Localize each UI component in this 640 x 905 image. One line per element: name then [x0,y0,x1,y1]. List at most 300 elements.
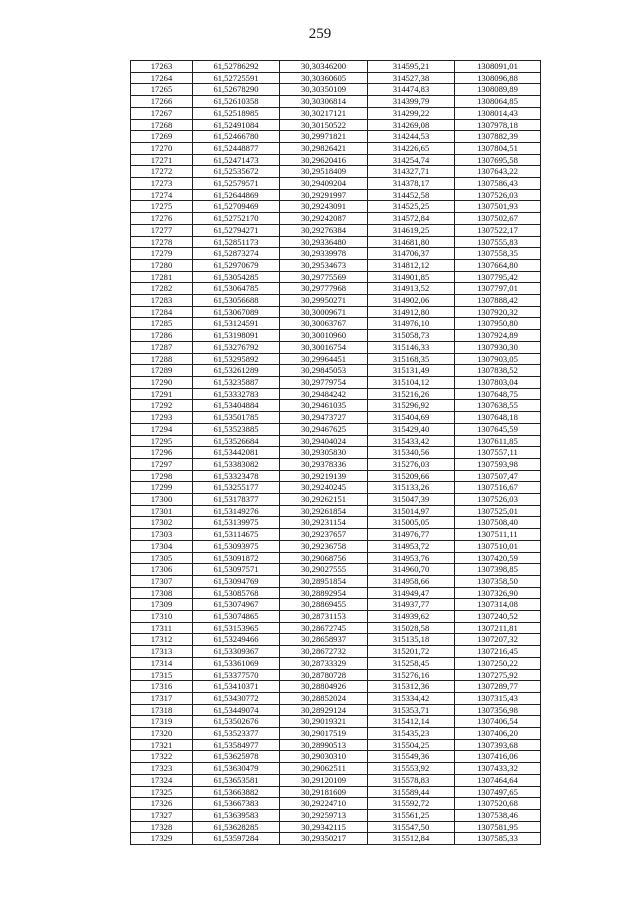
y-coordinate-cell: 1307398,85 [455,564,541,576]
latitude-cell: 61,53261289 [193,365,280,377]
x-coordinate-cell: 314901,85 [368,271,455,283]
longitude-cell: 30,29224710 [280,798,368,810]
table-row [131,248,541,260]
x-coordinate-cell: 315512,84 [368,833,455,845]
latitude-cell: 61,53295892 [193,353,280,365]
y-coordinate-cell: 1307501,93 [455,201,541,213]
longitude-cell: 30,29620416 [280,154,368,166]
longitude-cell: 30,29950271 [280,295,368,307]
longitude-cell: 30,28990513 [280,739,368,751]
table-row [131,529,541,541]
latitude-cell: 61,53064785 [193,283,280,295]
point-number-cell: 17265 [131,84,193,96]
point-number-cell: 17306 [131,564,193,576]
y-coordinate-cell: 1307643,22 [455,166,541,178]
longitude-cell: 30,29342115 [280,821,368,833]
table-row [131,810,541,822]
y-coordinate-cell: 1307520,68 [455,798,541,810]
x-coordinate-cell: 314399,79 [368,96,455,108]
point-number-cell: 17287 [131,341,193,353]
longitude-cell: 30,29845053 [280,365,368,377]
table-row [131,751,541,763]
x-coordinate-cell: 315549,36 [368,751,455,763]
y-coordinate-cell: 1307497,65 [455,786,541,798]
x-coordinate-cell: 314912,80 [368,306,455,318]
latitude-cell: 61,53526684 [193,435,280,447]
latitude-cell: 61,53255177 [193,482,280,494]
x-coordinate-cell: 315561,25 [368,810,455,822]
longitude-cell: 30,29181609 [280,786,368,798]
longitude-cell: 30,28804926 [280,681,368,693]
point-number-cell: 17277 [131,224,193,236]
point-number-cell: 17325 [131,786,193,798]
table-row [131,447,541,459]
table-row [131,634,541,646]
longitude-cell: 30,30217121 [280,107,368,119]
longitude-cell: 30,29971821 [280,131,368,143]
point-number-cell: 17318 [131,704,193,716]
table-row [131,283,541,295]
point-number-cell: 17316 [131,681,193,693]
latitude-cell: 61,53097571 [193,564,280,576]
y-coordinate-cell: 1307315,43 [455,692,541,704]
latitude-cell: 61,52535672 [193,166,280,178]
point-number-cell: 17272 [131,166,193,178]
latitude-cell: 61,52851173 [193,236,280,248]
y-coordinate-cell: 1307538,46 [455,810,541,822]
point-number-cell: 17275 [131,201,193,213]
x-coordinate-cell: 315312,36 [368,681,455,693]
y-coordinate-cell: 1307920,32 [455,306,541,318]
point-number-cell: 17322 [131,751,193,763]
y-coordinate-cell: 1307581,95 [455,821,541,833]
longitude-cell: 30,29826421 [280,142,368,154]
x-coordinate-cell: 315404,69 [368,412,455,424]
y-coordinate-cell: 1307326,90 [455,587,541,599]
longitude-cell: 30,29291997 [280,189,368,201]
y-coordinate-cell: 1307638,55 [455,400,541,412]
x-coordinate-cell: 314902,06 [368,295,455,307]
longitude-cell: 30,29242087 [280,213,368,225]
point-number-cell: 17286 [131,330,193,342]
longitude-cell: 30,28852024 [280,692,368,704]
point-number-cell: 17305 [131,552,193,564]
latitude-cell: 61,52579571 [193,178,280,190]
longitude-cell: 30,29062511 [280,763,368,775]
longitude-cell: 30,29484242 [280,388,368,400]
latitude-cell: 61,53309367 [193,646,280,658]
table-row [131,821,541,833]
latitude-cell: 61,52752170 [193,213,280,225]
point-number-cell: 17268 [131,119,193,131]
point-number-cell: 17308 [131,587,193,599]
longitude-cell: 30,29237657 [280,529,368,541]
x-coordinate-cell: 315209,66 [368,470,455,482]
table-row [131,84,541,96]
x-coordinate-cell: 314244,53 [368,131,455,143]
table-row [131,798,541,810]
latitude-cell: 61,53198091 [193,330,280,342]
longitude-cell: 30,30010960 [280,330,368,342]
longitude-cell: 30,28672732 [280,646,368,658]
longitude-cell: 30,29518409 [280,166,368,178]
x-coordinate-cell: 315553,92 [368,763,455,775]
y-coordinate-cell: 1307433,32 [455,763,541,775]
point-number-cell: 17300 [131,494,193,506]
x-coordinate-cell: 315504,25 [368,739,455,751]
longitude-cell: 30,28658937 [280,634,368,646]
longitude-cell: 30,29775569 [280,271,368,283]
table-row [131,739,541,751]
table-row [131,587,541,599]
x-coordinate-cell: 314572,84 [368,213,455,225]
point-number-cell: 17283 [131,295,193,307]
x-coordinate-cell: 315578,83 [368,774,455,786]
latitude-cell: 61,53502676 [193,716,280,728]
table-row [131,423,541,435]
table-row [131,622,541,634]
x-coordinate-cell: 315201,72 [368,646,455,658]
table-row [131,178,541,190]
point-number-cell: 17291 [131,388,193,400]
y-coordinate-cell: 1308091,01 [455,61,541,73]
longitude-cell: 30,28731153 [280,611,368,623]
y-coordinate-cell: 1308096,88 [455,72,541,84]
x-coordinate-cell: 315104,12 [368,376,455,388]
y-coordinate-cell: 1307507,47 [455,470,541,482]
longitude-cell: 30,29262151 [280,494,368,506]
point-number-cell: 17281 [131,271,193,283]
y-coordinate-cell: 1307888,42 [455,295,541,307]
y-coordinate-cell: 1307882,39 [455,131,541,143]
point-number-cell: 17299 [131,482,193,494]
x-coordinate-cell: 315296,92 [368,400,455,412]
longitude-cell: 30,28929124 [280,704,368,716]
latitude-cell: 61,52466780 [193,131,280,143]
x-coordinate-cell: 314269,08 [368,119,455,131]
table-row [131,271,541,283]
x-coordinate-cell: 314960,70 [368,564,455,576]
latitude-cell: 61,53501785 [193,412,280,424]
table-row [131,365,541,377]
table-row [131,552,541,564]
y-coordinate-cell: 1307838,52 [455,365,541,377]
latitude-cell: 61,53085768 [193,587,280,599]
y-coordinate-cell: 1307664,80 [455,259,541,271]
x-coordinate-cell: 314254,74 [368,154,455,166]
table-row [131,728,541,740]
point-number-cell: 17288 [131,353,193,365]
latitude-cell: 61,53383082 [193,458,280,470]
point-number-cell: 17311 [131,622,193,634]
table-row [131,657,541,669]
point-number-cell: 17278 [131,236,193,248]
x-coordinate-cell: 314958,66 [368,575,455,587]
latitude-cell: 61,53332783 [193,388,280,400]
y-coordinate-cell: 1307978,18 [455,119,541,131]
point-number-cell: 17296 [131,447,193,459]
y-coordinate-cell: 1307586,43 [455,178,541,190]
table-row [131,61,541,73]
latitude-cell: 61,53114675 [193,529,280,541]
point-number-cell: 17267 [131,107,193,119]
longitude-cell: 30,28892954 [280,587,368,599]
table-row [131,259,541,271]
table-row [131,119,541,131]
longitude-cell: 30,29378336 [280,458,368,470]
y-coordinate-cell: 1307240,52 [455,611,541,623]
x-coordinate-cell: 315547,50 [368,821,455,833]
latitude-cell: 61,53276792 [193,341,280,353]
x-coordinate-cell: 314474,83 [368,84,455,96]
y-coordinate-cell: 1307593,98 [455,458,541,470]
point-number-cell: 17324 [131,774,193,786]
longitude-cell: 30,29305830 [280,447,368,459]
point-number-cell: 17329 [131,833,193,845]
longitude-cell: 30,29261854 [280,505,368,517]
table-row [131,400,541,412]
page-number: 259 [308,26,332,42]
latitude-cell: 61,53430772 [193,692,280,704]
longitude-cell: 30,29240245 [280,482,368,494]
table-row [131,318,541,330]
x-coordinate-cell: 315340,56 [368,447,455,459]
longitude-cell: 30,30016754 [280,341,368,353]
point-number-cell: 17321 [131,739,193,751]
point-number-cell: 17279 [131,248,193,260]
table-row [131,564,541,576]
table-row [131,353,541,365]
longitude-cell: 30,29219139 [280,470,368,482]
y-coordinate-cell: 1308014,43 [455,107,541,119]
table-row [131,189,541,201]
longitude-cell: 30,29243091 [280,201,368,213]
point-number-cell: 17273 [131,178,193,190]
y-coordinate-cell: 1307526,03 [455,189,541,201]
longitude-cell: 30,29027555 [280,564,368,576]
point-number-cell: 17307 [131,575,193,587]
point-number-cell: 17309 [131,599,193,611]
y-coordinate-cell: 1307526,03 [455,494,541,506]
point-number-cell: 17292 [131,400,193,412]
latitude-cell: 61,52709469 [193,201,280,213]
y-coordinate-cell: 1307502,67 [455,213,541,225]
latitude-cell: 61,53054285 [193,271,280,283]
x-coordinate-cell: 314976,10 [368,318,455,330]
latitude-cell: 61,53628285 [193,821,280,833]
latitude-cell: 61,53178377 [193,494,280,506]
coordinates-table [130,60,541,845]
latitude-cell: 61,53410371 [193,681,280,693]
y-coordinate-cell: 1307356,98 [455,704,541,716]
latitude-cell: 61,53663882 [193,786,280,798]
longitude-cell: 30,30306814 [280,96,368,108]
y-coordinate-cell: 1307275,92 [455,669,541,681]
table-row [131,295,541,307]
y-coordinate-cell: 1307314,08 [455,599,541,611]
point-number-cell: 17284 [131,306,193,318]
table-row [131,142,541,154]
longitude-cell: 30,29259713 [280,810,368,822]
latitude-cell: 61,53149276 [193,505,280,517]
table-row [131,763,541,775]
x-coordinate-cell: 314681,80 [368,236,455,248]
table-row [131,201,541,213]
x-coordinate-cell: 314527,38 [368,72,455,84]
table-row [131,236,541,248]
longitude-cell: 30,28951854 [280,575,368,587]
y-coordinate-cell: 1307924,89 [455,330,541,342]
y-coordinate-cell: 1307804,51 [455,142,541,154]
longitude-cell: 30,29350217 [280,833,368,845]
longitude-cell: 30,29068756 [280,552,368,564]
longitude-cell: 30,30063767 [280,318,368,330]
point-number-cell: 17319 [131,716,193,728]
point-number-cell: 17263 [131,61,193,73]
y-coordinate-cell: 1307207,32 [455,634,541,646]
longitude-cell: 30,29404024 [280,435,368,447]
longitude-cell: 30,30346200 [280,61,368,73]
table-row [131,704,541,716]
latitude-cell: 61,53249466 [193,634,280,646]
latitude-cell: 61,52794271 [193,224,280,236]
longitude-cell: 30,29339978 [280,248,368,260]
latitude-cell: 61,52970679 [193,259,280,271]
x-coordinate-cell: 314913,52 [368,283,455,295]
latitude-cell: 61,52610358 [193,96,280,108]
point-number-cell: 17327 [131,810,193,822]
point-number-cell: 17323 [131,763,193,775]
point-number-cell: 17270 [131,142,193,154]
table-row [131,681,541,693]
latitude-cell: 61,53523885 [193,423,280,435]
x-coordinate-cell: 314937,77 [368,599,455,611]
coordinates-table-body [131,61,541,845]
latitude-cell: 61,53667383 [193,798,280,810]
y-coordinate-cell: 1307406,20 [455,728,541,740]
y-coordinate-cell: 1308089,89 [455,84,541,96]
point-number-cell: 17280 [131,259,193,271]
x-coordinate-cell: 315168,35 [368,353,455,365]
table-row [131,575,541,587]
x-coordinate-cell: 315353,71 [368,704,455,716]
x-coordinate-cell: 314812,12 [368,259,455,271]
x-coordinate-cell: 315429,40 [368,423,455,435]
y-coordinate-cell: 1307648,75 [455,388,541,400]
latitude-cell: 61,53139975 [193,517,280,529]
point-number-cell: 17294 [131,423,193,435]
latitude-cell: 61,52491084 [193,119,280,131]
latitude-cell: 61,52678290 [193,84,280,96]
longitude-cell: 30,30350109 [280,84,368,96]
longitude-cell: 30,30360605 [280,72,368,84]
x-coordinate-cell: 314949,47 [368,587,455,599]
point-number-cell: 17314 [131,657,193,669]
y-coordinate-cell: 1307416,06 [455,751,541,763]
x-coordinate-cell: 315433,42 [368,435,455,447]
point-number-cell: 17293 [131,412,193,424]
longitude-cell: 30,30150522 [280,119,368,131]
longitude-cell: 30,29779754 [280,376,368,388]
longitude-cell: 30,28869455 [280,599,368,611]
y-coordinate-cell: 1307211,81 [455,622,541,634]
y-coordinate-cell: 1307930,30 [455,341,541,353]
latitude-cell: 61,52873274 [193,248,280,260]
y-coordinate-cell: 1307508,40 [455,517,541,529]
table-row [131,330,541,342]
point-number-cell: 17290 [131,376,193,388]
table-row [131,611,541,623]
x-coordinate-cell: 315146,33 [368,341,455,353]
point-number-cell: 17289 [131,365,193,377]
latitude-cell: 61,53442081 [193,447,280,459]
latitude-cell: 61,53074967 [193,599,280,611]
latitude-cell: 61,53639583 [193,810,280,822]
point-number-cell: 17285 [131,318,193,330]
y-coordinate-cell: 1307289,77 [455,681,541,693]
latitude-cell: 61,52471473 [193,154,280,166]
table-row [131,774,541,786]
x-coordinate-cell: 315131,49 [368,365,455,377]
x-coordinate-cell: 315216,26 [368,388,455,400]
table-row [131,692,541,704]
latitude-cell: 61,53630479 [193,763,280,775]
table-row [131,646,541,658]
y-coordinate-cell: 1307803,04 [455,376,541,388]
x-coordinate-cell: 315592,72 [368,798,455,810]
longitude-cell: 30,29467625 [280,423,368,435]
longitude-cell: 30,29777968 [280,283,368,295]
point-number-cell: 17303 [131,529,193,541]
y-coordinate-cell: 1307695,58 [455,154,541,166]
table-row [131,470,541,482]
table-row [131,540,541,552]
point-number-cell: 17276 [131,213,193,225]
x-coordinate-cell: 315058,73 [368,330,455,342]
x-coordinate-cell: 315135,18 [368,634,455,646]
table-row [131,435,541,447]
longitude-cell: 30,29461035 [280,400,368,412]
latitude-cell: 61,52725591 [193,72,280,84]
longitude-cell: 30,29019321 [280,716,368,728]
y-coordinate-cell: 1307525,01 [455,505,541,517]
longitude-cell: 30,29231154 [280,517,368,529]
point-number-cell: 17295 [131,435,193,447]
x-coordinate-cell: 314452,58 [368,189,455,201]
y-coordinate-cell: 1307585,33 [455,833,541,845]
longitude-cell: 30,28780728 [280,669,368,681]
point-number-cell: 17266 [131,96,193,108]
x-coordinate-cell: 315276,03 [368,458,455,470]
longitude-cell: 30,29120109 [280,774,368,786]
point-number-cell: 17302 [131,517,193,529]
y-coordinate-cell: 1307511,11 [455,529,541,541]
table-row [131,96,541,108]
y-coordinate-cell: 1307903,05 [455,353,541,365]
latitude-cell: 61,53323478 [193,470,280,482]
table-row [131,716,541,728]
latitude-cell: 61,52644869 [193,189,280,201]
longitude-cell: 30,28672745 [280,622,368,634]
y-coordinate-cell: 1307795,42 [455,271,541,283]
x-coordinate-cell: 315589,44 [368,786,455,798]
x-coordinate-cell: 315276,16 [368,669,455,681]
latitude-cell: 61,53091872 [193,552,280,564]
point-number-cell: 17317 [131,692,193,704]
longitude-cell: 30,28733329 [280,657,368,669]
table-row [131,131,541,143]
y-coordinate-cell: 1307464,64 [455,774,541,786]
